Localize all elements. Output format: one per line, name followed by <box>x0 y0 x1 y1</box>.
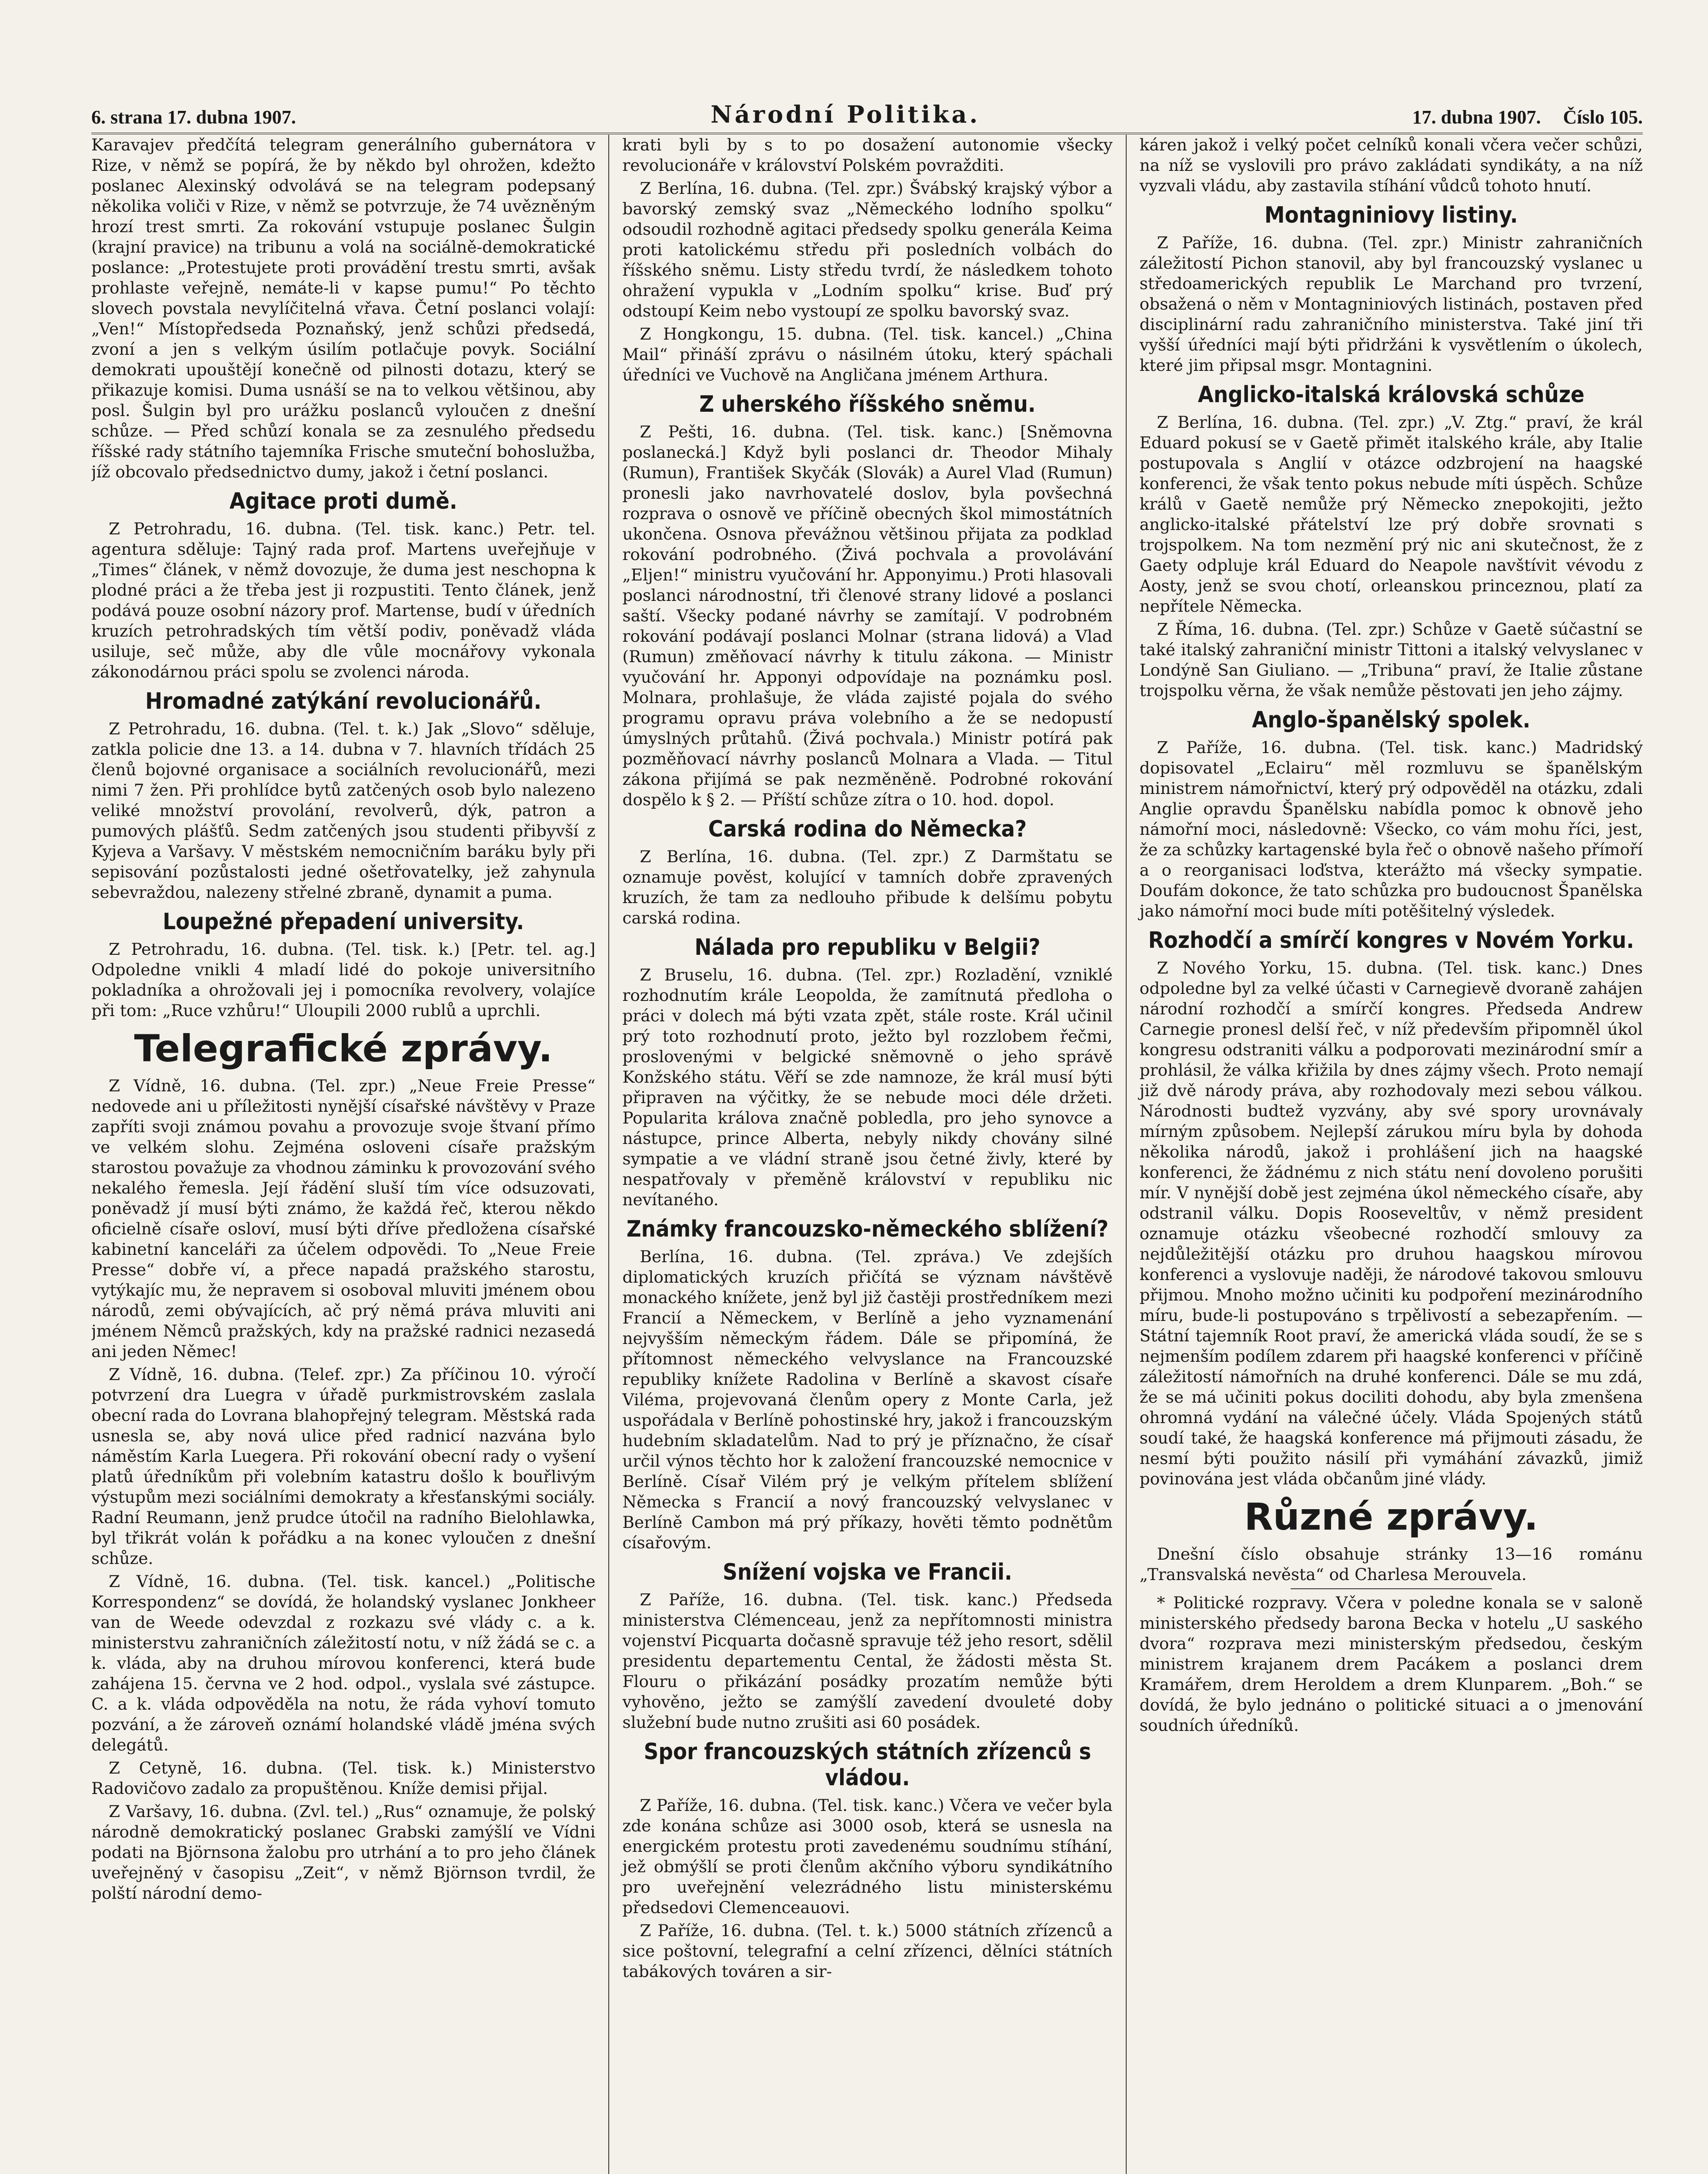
article-paragraph: Z Vídně, 16. dubna. (Telef. zpr.) Za příčinou 10. výročí potvrzení dra Luegra v úřadě purkmistrovském zaslala obecní rada do Lovrana blahopřejný telegram. Městská rada usnesla se, aby nová ulice před radnicí nazvána bylo náměstím Karla Luegera. Při rokování obecní rady o vyšení platů úředníkům při volebním katastru došlo k bouřlivým výstupům mezi sociálními demokraty a křesťanskými sociály. Radní Reumann, jenž prudce útočil na radního Bielohlawka, byl třikrát volán k pořádku a na konec vyloučen z dnešní schůze. <box>91 1365 596 1568</box>
article-paragraph: Karavajev předčítá telegram generálního gubernátora v Rize, v němž se popírá, že by někdo byl ohrožen, kdežto poslanec Alexinský odvolává se na telegram podepsaný několika voliči v Rize, v němž se potvrzuje, že 74 uvězněným hrozí trest smrti. Za rokování vstupuje poslanec Šulgin (krajní pravice) na tribunu a volá na sociálně-demokratické poslance: „Protestujete proti provádění trestu smrti, avšak prohlaste veřejně, nemáte-li v kapse pumu!“ Po těchto slovech povstala nevylíčitelná vřava. Četní poslanci volají: „Ven!“ Místopředseda Poznaňský, jenž schůzi předsedá, zvoní a jen s velkým úsilím potlačuje povyk. Sociální demokrati upouštějí konečně od pilnosti dotazu, který se přikazuje komisi. Duma usnáší se na to velkou většinou, aby posl. Šulgin byl pro urážku poslanců vyloučen z dnešní schůze. — Před schůzí konala se za zesnulého předsedu říšské rady státního tajemníka Frische smuteční bohoslužba, jíž obcovalo předsednictvo dumy, jakož i četní poslanci. <box>91 135 596 481</box>
article-paragraph: Z Vídně, 16. dubna. (Tel. zpr.) „Neue Freie Presse“ nedovede ani u příležitosti nynější císařské návštěvy v Praze zapříti svoji známou povahu a provozuje svoje štvaní přímo ve velkém slohu. Zejména osloveni císaře pražským starostou považuje za vhodnou záminku k provozování svého nekalého řemesla. Její řádění sluší tím více odsuzovati, poněvadž jí musí býti známo, že každá řeč, kterou někdo oficielně císaře osloví, musí býti dříve předložena císařské kabinetní kanceláři za účelem odpovědi. To „Neue Freie Presse“ dobře ví, a přece napadá pražského starostu, vytýkajíc mu, že nepravem si osoboval mluviti jménem obou národů, zemi obývajících, ač prý němá práva mluviti ani jménem Němců pražských, kdy na pražské radnici nezasedá ani jeden Němec! <box>91 1076 596 1361</box>
column-2 <box>608 135 1125 2174</box>
article-paragraph: Z Cetyně, 16. dubna. (Tel. tisk. k.) Ministerstvo Radovičovo zadalo za propuštěnou. Kníže demisi přijal. <box>91 1758 596 1798</box>
article-paragraph: Berlína, 16. dubna. (Tel. zpráva.) Ve zdejších diplomatických kruzích přičítá se význam návštěvě monackého knížete, jenž byl již častěji prostředníkem mezi Francií a Německem, v Berlíně a jeho vyznamenání nejvyšším německým řádem. Dále se připomíná, že přítomnost německého velvyslance na Francouzské republiky knížete Radolina v Berlíně a skavost císaře Viléma, projevovaná členům opery z Monte Carla, jež uspořádala v Berlíně pohostinské hry, jakož i francouzským hudebním skladatelům. Nad to prý je příznačno, že císař určil výnos těchto hor k založení francouzské nemocnice v Berlíně. Císař Vilém prý je velkým přítelem sblížení Německa s Francií a nový francouzský velvyslanec v Berlíně Cambon má prý příkazy, hověti těmto podnětům císařovým. <box>622 1247 1113 1552</box>
article-heading: Anglicko-italská královská schůze <box>1198 382 1585 408</box>
article-heading: Z uherského říšského sněmu. <box>699 391 1036 417</box>
section-heading: Telegrafické zprávy. <box>134 1027 553 1070</box>
article-paragraph: Z Petrohradu, 16. dubna. (Tel. tisk. kanc.) Petr. tel. agentura sděluje: Tajný rada prof. Martens uveřejňuje v „Times“ článek, v němž dovozuje, že duma jest neschopna k plodné práci a že třeba jest ji rozpustiti. Tento článek, jenž podává pouze osobní názory prof. Martense, budí v úředních kruzích petrohradských tím větší podiv, poněvadž vláda usiluje, seč může, aby dle vůle mocnářovy vykonala zákonodárnou práci spolu se zvolenci národa. <box>91 519 596 681</box>
article-heading: Rozhodčí a smírčí kongres v Novém Yorku. <box>1148 927 1635 954</box>
issue-date: 17. dubna 1907. <box>1412 107 1541 128</box>
article-heading: Snížení vojska ve Francii. <box>723 1559 1012 1585</box>
article-paragraph: Z Pešti, 16. dubna. (Tel. tisk. kanc.) [Sněmovna poslanecká.] Když byli poslanci dr. Theodor Mihaly (Rumun), František Skyčák (Slovák) a Aurel Vlad (Rumun) pronesli jako navrhovatelé doslov, byla povšechná rozprava o osnově ve příčině obecných škol mimostátních ukončena. Osnova převážnou většinou přijata za podklad rokování podrobného. (Živá pochvala a provolávání „Eljen!“ ministru vyučování hr. Apponyimu.) Proti hlasovali poslanci národnostní, tři členové strany lidové a poslanci saští. Všecky podané návrhy se zamítají. V podrobném rokování podávají poslanci Molnar (strana lidová) a Vlad (Rumun) změňovací návrhy k titulu zákona. — Ministr vyučování hr. Apponyi odpovídaje na poznámku posl. Molnara, prohlašuje, že vláda zajisté pojala do svého programu opravu práva volebního a že se nedopustí úmyslných průtahů. (Živá pochvala.) Ministr potírá pak pozměňovací návrhy poslanců Molnara a Vlada. — Titul zákona přijímá se pak nezměněně. Podrobné rokování dospělo k § 2. — Příští schůze zítra o 10. hod. dopol. <box>622 422 1113 809</box>
newspaper-title: Národní Politika. <box>711 100 981 128</box>
article-heading: Anglo-španělský spolek. <box>1252 707 1531 733</box>
article-paragraph: Z Berlína, 16. dubna. (Tel. zpr.) „V. Ztg.“ praví, že král Eduard pokusí se v Gaetě přimět italského krále, aby Italie postupovala s Anglií v otázce odzbrojení na haagské konferenci, že však tento pokus nebude míti úspěch. Schůze králů v Gaetě nemůže prý Německo znepokojiti, ježto anglicko-italské přátelství lze prý dobře srovnati s trojspolkem. Na tom nezmění prý nic ani skutečnost, že z Gaety odpluje král Eduard do Neapole navštívit vévodu z Aosty, jenž se svou chotí, orleanskou princeznou, platí za nepřítele Německa. <box>1139 413 1643 616</box>
article-heading: Loupežné přepadení university. <box>163 909 524 935</box>
section-heading: Různé zprávy. <box>1244 1495 1538 1539</box>
article-paragraph: Z Bruselu, 16. dubna. (Tel. zpr.) Rozladění, vzniklé rozhodnutím krále Leopolda, že zamítnutá předloha o práci v dolech má býti vzata zpět, stále roste. Král učinil prý toto rozhodnutí proto, ježto byl rozzlobem řečmi, proslovenými v belgické sněmovně o jeho správě Konžského státu. Věří se zde namnoze, že král musí býti připraven na výčitky, že se nebude moci déle držeti. Popularita králova značně pobledla, pro jeho synovce a nástupce, prince Alberta, nebyly nikdy chovány silné sympatie a ve vládní straně jsou četné živly, které by nespatřovaly v přeměně království v republiku nic nevítaného. <box>622 965 1113 1209</box>
page-number-date: 6. strana 17. dubna 1907. <box>91 107 296 128</box>
article-paragraph: Z Hongkongu, 15. dubna. (Tel. tisk. kancel.) „China Mail“ přináší zprávu o násilném útoku, který spáchali úředníci ve Vuchově na Angličana jménem Arthura. <box>622 324 1113 384</box>
article-paragraph: káren jakož i velký počet celníků konali včera večer schůzi, na níž se vyslovili pro právo zakládati syndikáty, a na níž vyzvali vládu, aby zastavila stíhání vůdců tohoto hnutí. <box>1139 135 1643 195</box>
article-paragraph: Z Říma, 16. dubna. (Tel. zpr.) Schůze v Gaetě súčastní se také italský zahraniční ministr Tittoni a italský velvyslanec v Londýně San Giuliano. — „Tribuna“ praví, že Italie zůstane trojspolku věrna, že však nemůže pěstovati jen jeho zájmy. <box>1139 620 1643 700</box>
column-1 <box>91 135 608 2174</box>
article-paragraph: Z Nového Yorku, 15. dubna. (Tel. tisk. kanc.) Dnes odpoledne byl za velké účasti v Carnegievě dvoraně zahájen národní rozhodčí a smírčí kongres. Předseda Andrew Carnegie pronesl delší řeč, v níž především připomněl úkol kongresu odstraniti válku a podporovati mezinárodní smír a prohlásil, že válka křižila by dnes zájmy všech. Proto nemají již dvě národy práva, aby rozhodovaly mezi sebou válkou. Národnosti budtež vyzvány, aby své spory urovnávaly mírným způsobem. Nejlepší zárukou míru byla by dohoda několika národů, jakož i prohlášení jich na haagské konferenci, že žádnému z nich státu není dovoleno porušiti mír. V nynější době jest zejména úkol německého císaře, aby odstranil válku. Dopis Rooseveltův, v němž president oznamuje otázku všeobecné rozhodčí smlouvy za nejdůležitější otázku pro druhou haagskou mírovou konferenci a vyslovuje naději, že národové takovou smlouvu přijmou. Mnoho možno učiniti ku podpoření mezinárodního míru, bude-li postupováno s trpělivostí a sebezapřením. — Státní tajemník Root praví, že americká vláda soudí, že se s nejmenším podílem zdarem při haagské konferenci v příčině záležitostí námořních na druhé konferenci. Dále se mu zdá, že se má učiniti pokus dociliti dohodu, aby byla zmenšena ohromná vydání na válečné účely. Vláda Spojených států soudí také, že haagská konference má přijmouti zásadu, že nesmí býti použito násilí při vymáhání závazků, jimiž povinována jest vláda občanům jiné vlády. <box>1139 958 1643 1488</box>
masthead <box>91 93 1643 134</box>
article-paragraph: Z Paříže, 16. dubna. (Tel. t. k.) 5000 státních zřízenců a sice poštovní, telegrafní a celní zřízenci, dělníci státních tabákových továren a sir- <box>622 1921 1113 1981</box>
article-columns <box>91 135 1643 2174</box>
article-paragraph: Z Berlína, 16. dubna. (Tel. zpr.) Z Darmštatu se oznamuje pověst, kolující v tamních dobře zpravených kruzích, že tam za nedlouho přibude k delšímu pobytu carská rodina. <box>622 847 1113 927</box>
article-paragraph: Dnešní číslo obsahuje stránky 13—16 románu „Transvalská nevěsta“ od Charlesa Merouvela. <box>1139 1544 1643 1584</box>
article-heading: Nálada pro republiku v Belgii? <box>694 934 1041 960</box>
article-paragraph: * Politické rozpravy. Včera v poledne konala se v saloně ministerského předsedy barona Becka v hotelu „U saského dvora“ rozprava mezi ministerským předsedou, českým ministrem krajanem drem Pacákem a poslanci drem Kramářem, drem Heroldem a drem Klunparem. „Boh.“ se dovídá, že bylo jednáno o politické situaci a o jmenování soudních úředníků. <box>1139 1593 1643 1735</box>
column-3 <box>1126 135 1643 2174</box>
article-paragraph: Z Paříže, 16. dubna. (Tel. tisk. kanc.) Madridský dopisovatel „Eclairu“ měl rozmluvu se španělským ministrem námořnictví, který prý odpověděl na otázku, zdali Anglie opravdu Španělsku nabídla pomoc k obnově jeho námořní moci, následovně: Všecko, co vám mohu říci, jest, že za schůzky kartagenské byla řeč o obnově našeho přímoří a o reorganisaci loďstva, kterážto má všecky sympatie. Doufám dokonce, že tato schůzka pro budoucnost Španělska jako námořní moci bude míti potěšitelný výsledek. <box>1139 738 1643 920</box>
article-paragraph: Z Petrohradu, 16. dubna. (Tel. t. k.) Jak „Slovo“ sděluje, zatkla policie dne 13. a 14. dubna v 7. hlavních třídách 25 členů bojovné organisace a sociálních revolucionářů, mezi nimi 7 žen. Při prohlídce bytů zatčených osob bylo nalezeno veliké množství provolání, revolverů, dýk, patron a pumových plášťů. Sedm zatčených jsou studenti přibyvší z Kyjeva a Varšavy. V městském nemocničním baráku byly při sepisování pozůstalosti jedné ošetřovatelky, jež zahynula sebevraždou, nalezeny střelné zbraně, dynamit a puma. <box>91 719 596 902</box>
article-paragraph: Z Paříže, 16. dubna. (Tel. zpr.) Ministr zahraničních záležitostí Pichon stanovil, aby byl francouzský vyslanec u středoamerických republik Le Marchand pro tvrzení, obsažená o něm v Montagniniových listinách, postaven před disciplinární radu zahraničního ministerstva. Také jiní tři vyšší úředníci mají býti přidržáni k vysvětlením o úkolech, které jim připsal msgr. Montagnini. <box>1139 233 1643 375</box>
issue-number: Číslo 105. <box>1563 107 1643 128</box>
article-paragraph: Z Berlína, 16. dubna. (Tel. zpr.) Švábský krajský výbor a bavorský zemský svaz „Německého lodního spolku“ odsoudil rozhodně agitaci předsedy spolku generála Keima proti katolickému středu při posledních volbách do říšského sněmu. Listy středu tvrdí, že následkem tohoto ohražení vypukla v „Lodním spolku“ krise. Buď prý odstoupí Keim nebo vystoupí ze spolku bavorský svaz. <box>622 179 1113 320</box>
article-heading: Spor francouzských státních zřízenců s vládou. <box>644 1739 1091 1791</box>
separator <box>1291 1588 1492 1589</box>
issue-info <box>1395 106 1643 128</box>
article-paragraph: Z Paříže, 16. dubna. (Tel. tisk. kanc.) Předseda ministerstva Clémenceau, jenž za nepřítomnosti ministra vojenství Picquarta dočasně spravuje též jeho resort, sdělil presidentu departementu Cental, že žádosti města St. Flouru o přikázání posádky prozatím nemůže býti vyhověno, ježto se zamýšlí zavedení dvouleté doby služební bude nutno zrušiti asi 60 posádek. <box>622 1590 1113 1732</box>
article-heading: Známky francouzsko-německého sblížení? <box>626 1216 1109 1242</box>
article-paragraph: Z Paříže, 16. dubna. (Tel. tisk. kanc.) Včera ve večer byla zde konána schůze asi 3000 osob, která se usnesla na energickém protestu proti zavedenému soudnímu stíhání, jež obmýšlí se proti členům akčního výboru syndikátního pro uveřejnění velezrádného listu ministerskému předsedovi Clemenceauovi. <box>622 1796 1113 1917</box>
article-heading: Hromadné zatýkání revolucionářů. <box>145 688 542 714</box>
article-paragraph: Z Varšavy, 16. dubna. (Zvl. tel.) „Rus“ oznamuje, že polský národně demokratický poslanec Grabski zamýšlí ve Vídni podati na Björnsona žalobu pro utrhání a to pro jeho článek uveřejněný v časopisu „Zeit“, v němž Björnson tvrdil, že polští národní demo- <box>91 1802 596 1903</box>
article-heading: Carská rodina do Německa? <box>708 816 1027 842</box>
article-paragraph: Z Petrohradu, 16. dubna. (Tel. tisk. k.) [Petr. tel. ag.] Odpoledne vnikli 4 mladí lidé do pokoje universitního pokladníka a ohrožovali jej i pomocníka revolvery, volajíce při tom: „Ruce vzhůru!“ Uloupili 2000 rublů a uprchli. <box>91 940 596 1020</box>
article-paragraph: Z Vídně, 16. dubna. (Tel. tisk. kancel.) „Politische Korrespondenz“ se dovídá, že holandský vyslanec Jonkheer van de Weede odevzdal z rozkazu své vlády c. a k. ministerstvu zahraničních záležitostí notu, v níž žádá se c. a k. vláda, aby na druhou mírovou konferenci, která bude zahájena 15. června ve 2 hod. odpol., vyslala své zástupce. C. a k. vláda odpověděla na notu, že ráda vyhoví tomuto pozvání, a že zároveň oznámí holandské vládě jména svých delegátů. <box>91 1572 596 1754</box>
article-heading: Agitace proti dumě. <box>229 488 457 514</box>
article-heading: Montagniniovy listiny. <box>1264 202 1518 228</box>
article-paragraph: krati byli by s to po dosažení autonomie všecky revolucionáře v království Polském povražditi. <box>622 135 1113 175</box>
